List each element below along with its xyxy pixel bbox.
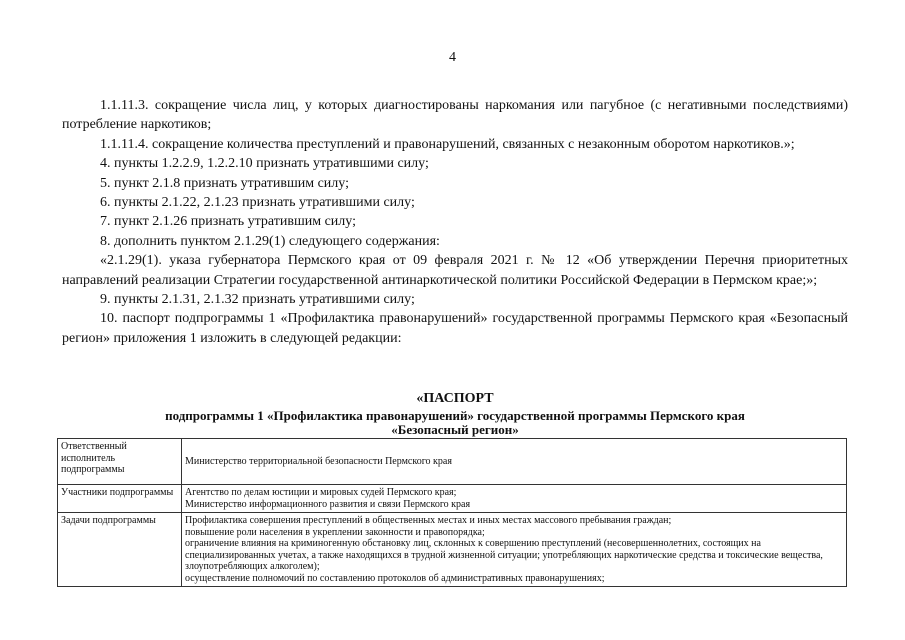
passport-heading <box>62 390 848 436</box>
value-line: Профилактика совершения преступлений в общественных местах и иных местах массового пребывания граждан; <box>185 515 672 526</box>
value-line: Министерство информационного развития и связи Пермского края <box>185 498 471 510</box>
value-line: Министерство территориальной безопасности Пермского края <box>185 455 452 467</box>
passport-table <box>57 438 847 587</box>
row-label-responsible: Ответственный исполнитель подпрограммы <box>58 439 182 485</box>
paragraph-1-1-11-3: 1.1.11.3. сокращение числа лиц, у которых диагностированы наркомания или пагубное (с негативными последствиями) потребление наркотиков; <box>62 98 848 133</box>
page-number: 4 <box>449 50 456 65</box>
row-value-responsible <box>182 439 847 485</box>
paragraph-item-5: 5. пункт 2.1.8 признать утратившим силу; <box>100 175 349 191</box>
value-line: повышение роли населения в укреплении законности и правопорядка; <box>185 526 485 538</box>
paragraph-2-1-29-1: «2.1.29(1). указа губернатора Пермского края от 09 февраля 2021 г. № 12 «Об утверждении Перечня приоритетных направлений реализации Стратегии государственной антинаркотической политики Российской Федерации в Пермском крае;»; <box>62 253 848 288</box>
row-value-tasks <box>182 513 847 587</box>
table-row <box>58 485 847 513</box>
value-line: ограничение влияния на криминогенную обстановку лиц, склонных к совершению преступлений (несовершеннолетних, состоящих на специализированных учетах, а также находящихся в трудной жизненной ситуации; употребляющих наркотические средства и токсические вещества, злоупотребляющих алкоголем); <box>185 538 823 572</box>
passport-subtitle-line-1: подпрограммы 1 «Профилактика правонарушений» государственной программы Пермского края <box>165 408 745 423</box>
paragraph-1-1-11-4: 1.1.11.4. сокращение количества преступлений и правонарушений, связанных с незаконным оборотом наркотиков.»; <box>100 136 795 152</box>
document-body <box>62 96 848 348</box>
paragraph-item-4: 4. пункты 1.2.2.9, 1.2.2.10 признать утратившими силу; <box>100 156 429 172</box>
passport-title: «ПАСПОРТ <box>416 391 494 406</box>
passport-subtitle-line-2: «Безопасный регион» <box>391 422 519 437</box>
row-label-participants: Участники подпрограммы <box>58 485 182 513</box>
paragraph-item-9: 9. пункты 2.1.31, 2.1.32 признать утратившими силу; <box>100 292 415 308</box>
row-value-participants <box>182 485 847 513</box>
paragraph-item-8: 8. дополнить пунктом 2.1.29(1) следующего содержания: <box>100 233 440 249</box>
value-line: осуществление полномочий по составлению протоколов об административных правонарушениях; <box>185 572 605 584</box>
table-row <box>58 439 847 485</box>
paragraph-item-6: 6. пункты 2.1.22, 2.1.23 признать утратившими силу; <box>100 195 415 211</box>
paragraph-item-7: 7. пункт 2.1.26 признать утратившим силу; <box>100 214 356 230</box>
table-row <box>58 513 847 587</box>
value-line: Агентство по делам юстиции и мировых судей Пермского края; <box>185 487 457 498</box>
paragraph-item-10: 10. паспорт подпрограммы 1 «Профилактика правонарушений» государственной программы Пермского края «Безопасный регион» приложения 1 изложить в следующей редакции: <box>62 311 848 346</box>
row-label-tasks: Задачи подпрограммы <box>58 513 182 587</box>
